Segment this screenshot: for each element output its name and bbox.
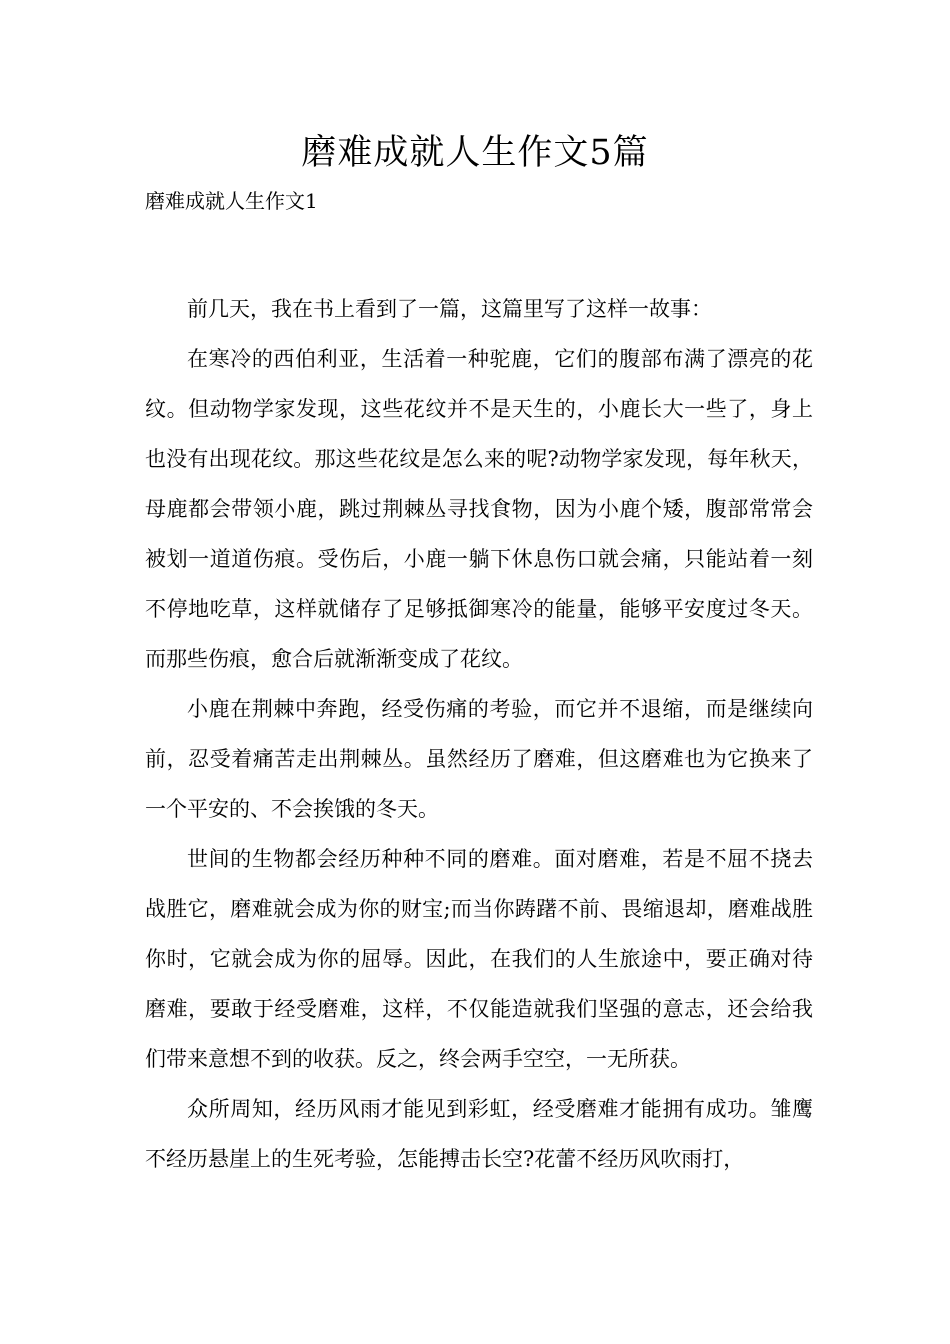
paragraph: 世间的生物都会经历种种不同的磨难。面对磨难，若是不屈不挠去战胜它，磨难就会成为你的财宝;而当你踌躇不前、畏缩退却，磨难战胜你时，它就会成为你的屈辱。因此，在我们的人生旅途中，要正确对待磨难，要敢于经受磨难，这样，不仅能造就我们坚强的意志，还会给我们带来意想不到的收获。反之，终会两手空空，一无所获。 — [145, 847, 813, 1071]
paragraph: 小鹿在荆棘中奔跑，经受伤痛的考验，而它并不退缩，而是继续向前，忍受着痛苦走出荆棘丛。虽然经历了磨难，但这磨难也为它换来了一个平安的、不会挨饿的冬天。 — [145, 697, 813, 821]
document-body — [145, 284, 813, 1184]
document-title: 磨难成就人生作文5篇 — [301, 133, 649, 173]
document-subtitle: 磨难成就人生作文1 — [145, 189, 318, 213]
paragraph: 前几天，我在书上看到了一篇，这篇里写了这样一故事： — [187, 297, 712, 321]
paragraph: 在寒冷的西伯利亚，生活着一种驼鹿，它们的腹部布满了漂亮的花纹。但动物学家发现，这些花纹并不是天生的，小鹿长大一些了，身上也没有出现花纹。那这些花纹是怎么来的呢?动物学家发现，每年秋天，母鹿都会带领小鹿，跳过荆棘丛寻找食物，因为小鹿个矮，腹部常常会被划一道道伤痕。受伤后，小鹿一躺下休息伤口就会痛，只能站着一刻不停地吃草，这样就储存了足够抵御寒冷的能量，能够平安度过冬天。而那些伤痕，愈合后就渐渐变成了花纹。 — [145, 347, 813, 671]
paragraph: 众所周知，经历风雨才能见到彩虹，经受磨难才能拥有成功。雏鹰不经历悬崖上的生死考验，怎能搏击长空?花蕾不经历风吹雨打， — [145, 1097, 813, 1171]
